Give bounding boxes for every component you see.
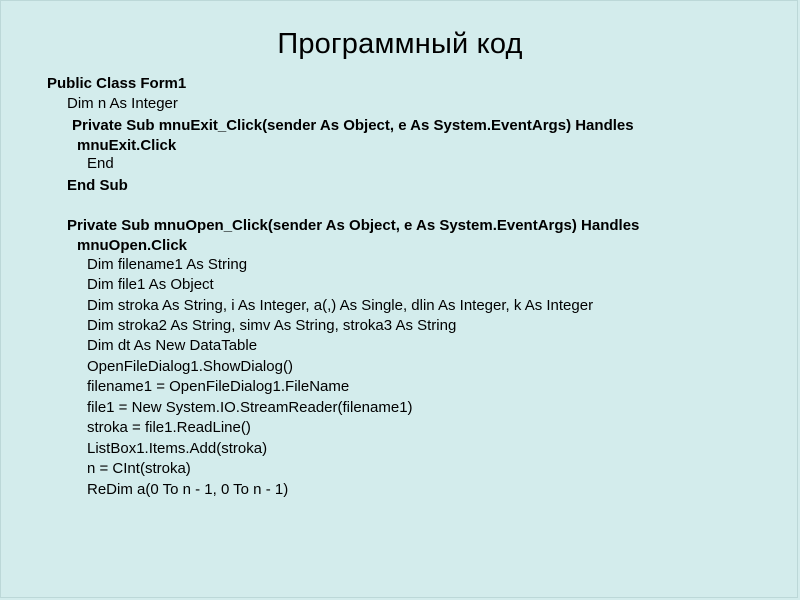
code-line-mnuexit-click: mnuExit.Click (77, 137, 177, 154)
code-line-readline: stroka = file1.ReadLine() (87, 419, 251, 436)
code-line-streamreader: file1 = New System.IO.StreamReader(filename1) (87, 399, 413, 416)
code-line-redim: ReDim a(0 To n - 1, 0 To n - 1) (87, 481, 289, 498)
code-line-dim-n: Dim n As Integer (67, 95, 178, 112)
code-line-sub-mnuopen: Private Sub mnuOpen_Click(sender As Object, e As System.EventArgs) Handles (67, 217, 640, 234)
code-line-dim-file1: Dim file1 As Object (87, 276, 214, 293)
code-line-dim-dt: Dim dt As New DataTable (87, 337, 258, 354)
code-line-dim-filename1: Dim filename1 As String (87, 256, 248, 273)
code-line-dim-stroka: Dim stroka As String, i As Integer, a(,) As Single, dlin As Integer, k As Integer (87, 297, 594, 314)
code-line-end: End (87, 155, 114, 172)
slide-title: Программный код (277, 28, 523, 60)
code-line-public-class: Public Class Form1 (47, 75, 187, 92)
code-line-cint: n = CInt(stroka) (87, 460, 191, 477)
code-line-filename-assign: filename1 = OpenFileDialog1.FileName (87, 378, 350, 395)
code-line-listbox-add: ListBox1.Items.Add(stroka) (87, 440, 268, 457)
code-line-mnuopen-click: mnuOpen.Click (77, 237, 188, 254)
code-line-sub-mnuexit: Private Sub mnuExit_Click(sender As Object, e As System.EventArgs) Handles (72, 117, 634, 134)
code-line-dim-stroka2: Dim stroka2 As String, simv As String, stroka3 As String (87, 317, 457, 334)
code-line-end-sub: End Sub (67, 177, 128, 194)
code-line-show-dialog: OpenFileDialog1.ShowDialog() (87, 358, 293, 375)
